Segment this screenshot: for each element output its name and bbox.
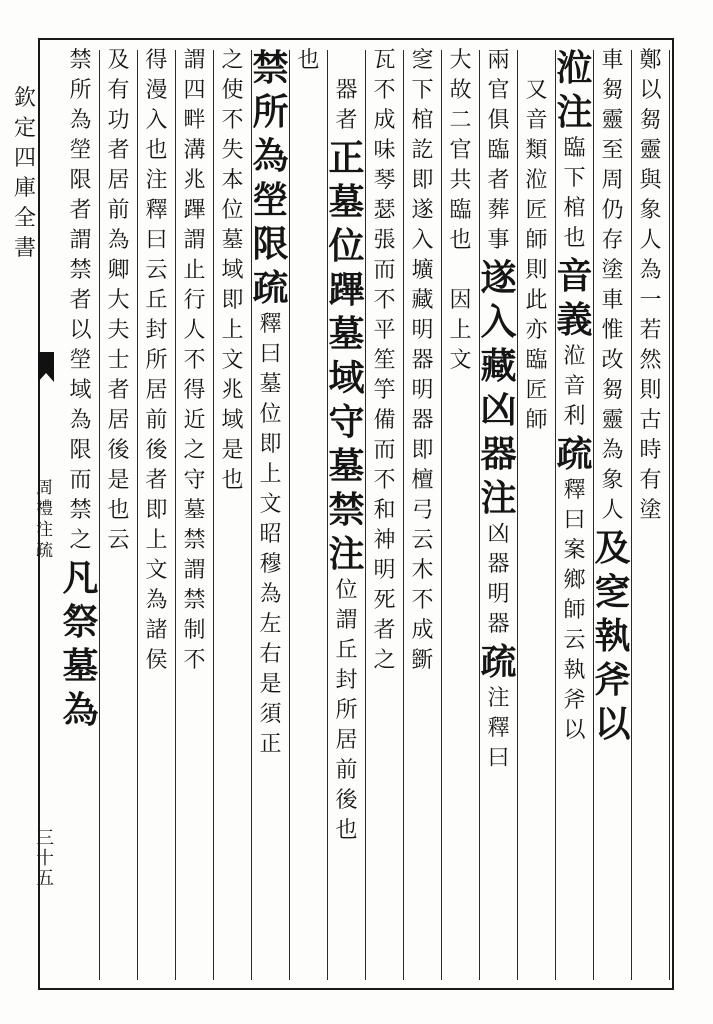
commentary-text: 釋 曰 案 鄉 師 云 執 斧 以 <box>563 478 586 743</box>
text-column <box>518 50 556 980</box>
commentary-text: 車 芻 靈 至 周 仍 存 塗 車 惟 改 芻 靈 為 象 人 <box>601 48 624 523</box>
commentary-text: 涖 匠 師 則 此 亦 臨 匠 師 <box>525 168 548 433</box>
commentary-text: 窆 下 棺 訖 即 遂 入 壙 藏 明 器 明 器 即 檀 弓 云 木 不 成 斵 <box>411 48 434 673</box>
main-text: 及 窆 執 斧 以 <box>594 527 631 745</box>
main-text: 疏 <box>480 641 517 683</box>
text-column <box>366 50 404 980</box>
text-column <box>404 50 442 980</box>
commentary-text: 兩 官 俱 臨 者 葬 事 <box>487 48 510 253</box>
text-column <box>252 47 290 980</box>
main-text: 遂 入 藏 凶 器 注 <box>480 257 517 519</box>
commentary-text: 大 故 二 官 共 臨 也 <box>449 48 472 253</box>
main-text: 疏 <box>556 433 593 475</box>
text-column <box>100 50 138 980</box>
commentary-text: 及 有 功 者 居 前 為 卿 大 夫 士 者 居 後 是 也 云 <box>107 48 130 553</box>
commentary-text: 瓦 不 成 味 琴 瑟 張 而 不 平 笙 竽 備 而 不 和 神 明 死 者 之 <box>373 48 396 673</box>
commentary-text: 謂 四 畔 溝 兆 蹕 謂 止 行 人 不 得 近 之 守 墓 禁 謂 禁 制 不 <box>183 48 206 673</box>
commentary-text: 之 使 不 失 本 位 墓 域 即 上 文 兆 域 是 也 <box>221 48 244 493</box>
text-column <box>290 50 328 980</box>
commentary-text: 涖 音 利 <box>563 344 586 429</box>
commentary-text: 臨 下 棺 也 <box>563 136 586 251</box>
commentary-text: 因 上 文 <box>449 288 472 373</box>
text-column <box>480 50 518 980</box>
margin-strip <box>0 40 58 990</box>
commentary-text: 注 釋 曰 <box>487 686 510 771</box>
main-text: 涖 注 <box>556 47 593 133</box>
commentary-text: 得 漫 入 也 注 釋 曰 云 丘 封 所 居 前 後 者 即 上 文 為 諸 侯 <box>145 48 168 673</box>
main-text: 凡 祭 墓 為 <box>62 557 99 731</box>
text-column <box>594 50 632 980</box>
commentary-text: 位 謂 丘 封 所 居 前 後 也 <box>335 578 358 843</box>
commentary-text: 也 <box>297 48 320 73</box>
section-label: 周 禮 注 疏 <box>36 478 53 561</box>
text-column <box>442 50 480 980</box>
commentary-text: 器 者 <box>335 78 358 133</box>
commentary-text: 凶 器 明 器 <box>487 522 510 637</box>
commentary-text <box>449 260 471 290</box>
main-text: 正 墓 位 蹕 墓 域 守 墓 禁 注 <box>328 137 365 575</box>
main-text: 禁 所 為 塋 限 疏 <box>252 47 289 309</box>
text-column <box>556 47 594 980</box>
commentary-text: 禁 所 為 塋 限 者 謂 禁 者 以 塋 域 為 限 而 禁 之 <box>69 48 92 553</box>
fish-tail-mark-icon <box>38 352 54 382</box>
commentary-text: 又 音 類 <box>525 78 548 163</box>
text-column <box>328 50 366 980</box>
text-column <box>138 50 176 980</box>
page-number: 三 十 五 <box>36 828 54 889</box>
text-column <box>632 50 670 980</box>
book-title: 欽 定 四 庫 全 書 <box>14 86 37 261</box>
main-text: 音 義 <box>556 255 593 341</box>
text-column <box>62 50 100 980</box>
text-column <box>214 50 252 980</box>
commentary-text: 鄭 以 芻 靈 與 象 人 為 一 若 然 則 古 時 有 塗 <box>639 48 662 523</box>
text-column <box>176 50 214 980</box>
commentary-text: 釋 曰 墓 位 即 上 文 昭 穆 為 左 右 是 須 正 <box>259 312 282 757</box>
